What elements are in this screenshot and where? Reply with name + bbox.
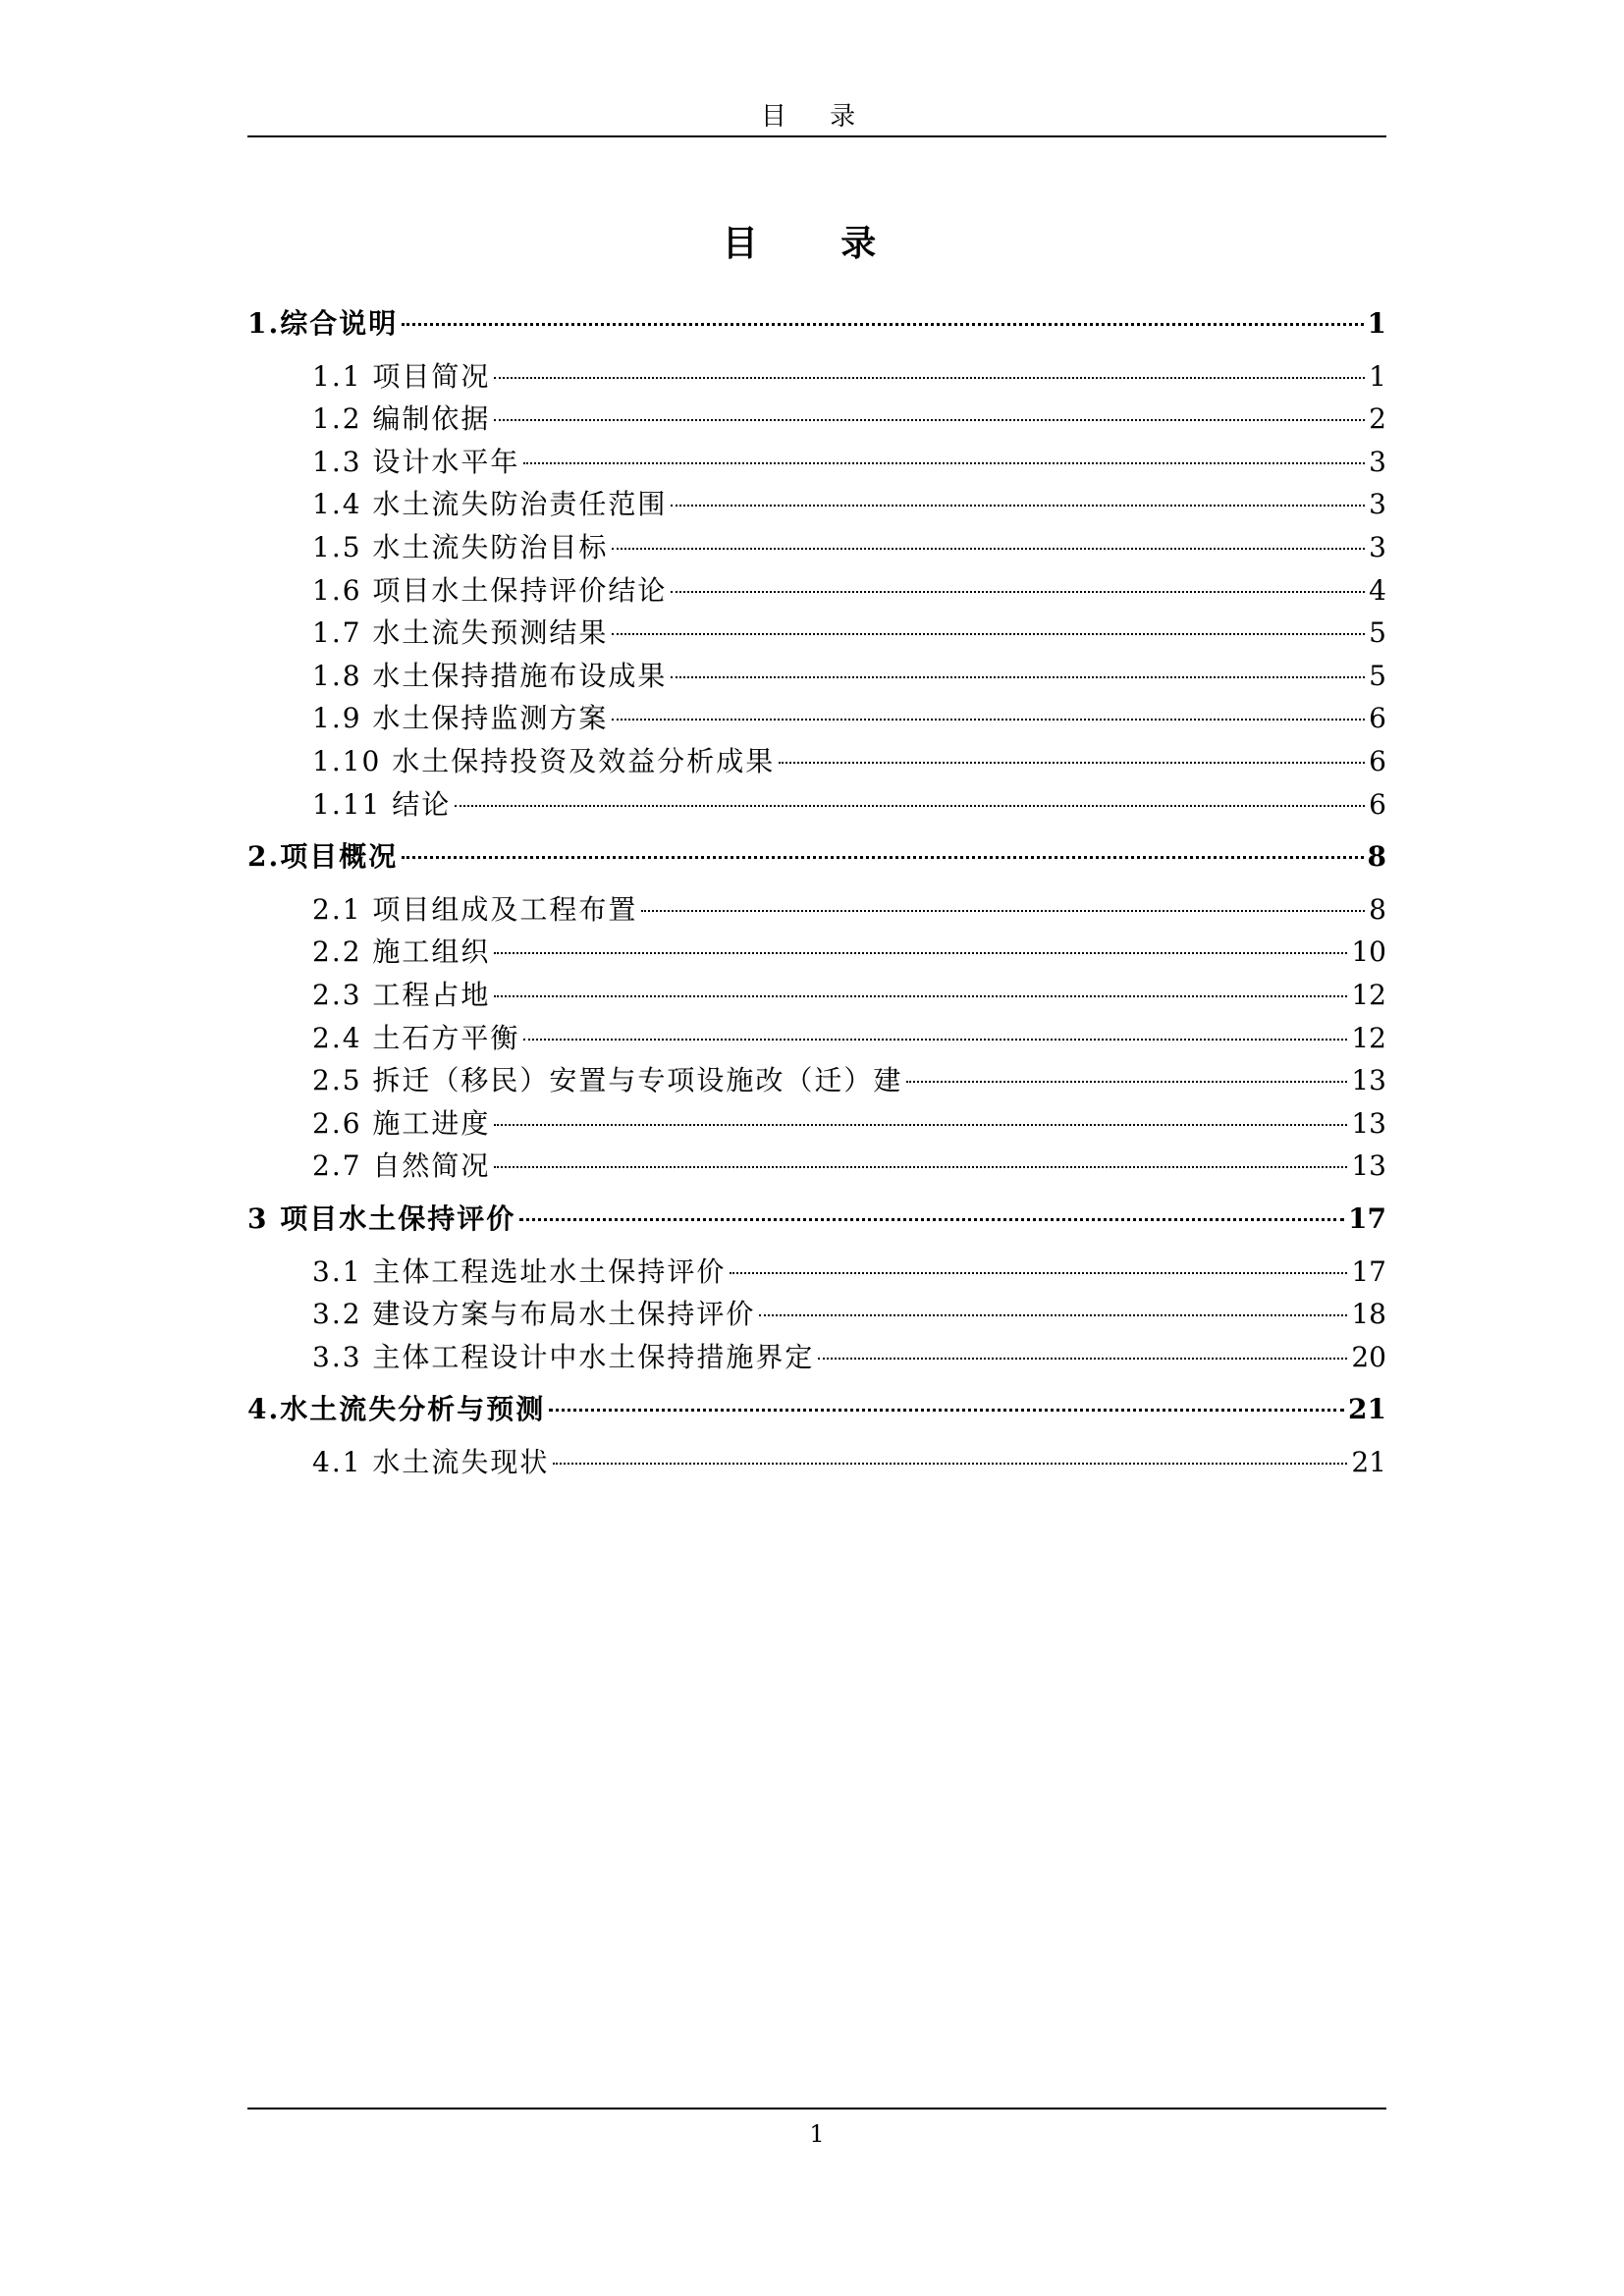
toc-dot-leader [494, 995, 1347, 997]
toc-section-entry[interactable] [312, 1019, 1386, 1058]
toc-entry-title: 2.7 自然简况 [312, 1149, 491, 1183]
toc-entry-title: 1.5 水土流失防治目标 [312, 531, 609, 563]
toc-dot-leader [671, 505, 1365, 507]
toc-section-entry[interactable] [312, 1253, 1386, 1292]
toc-entry-title: 3.1 主体工程选址水土保持评价 [312, 1255, 727, 1288]
toc-entry-title: 3 项目水土保持评价 [247, 1202, 516, 1235]
running-header: 目 录 [760, 102, 874, 132]
toc-section-entry[interactable] [312, 1061, 1386, 1100]
toc-entry-title: 2.2 施工组织 [312, 935, 491, 969]
toc-page-number: 12 [1351, 1021, 1386, 1054]
toc-entry-title: 1.1 项目简况 [312, 359, 491, 393]
toc-page-number: 10 [1351, 935, 1386, 969]
toc-page-number: 6 [1369, 745, 1386, 777]
toc-dot-leader [402, 856, 1363, 859]
toc-dot-leader [494, 1124, 1347, 1126]
toc-chapter-entry[interactable] [247, 1200, 1386, 1239]
page-number: 1 [809, 2120, 825, 2148]
toc-section-entry[interactable] [312, 443, 1386, 482]
toc-page-number: 8 [1369, 892, 1386, 926]
toc-dot-leader [519, 1218, 1344, 1221]
toc-entry-title: 1.6 项目水土保持评价结论 [312, 573, 668, 607]
toc-page-number: 13 [1351, 1064, 1386, 1097]
toc-dot-leader [494, 1166, 1347, 1168]
toc-dot-leader [759, 1314, 1347, 1316]
toc-page-number: 3 [1369, 488, 1386, 521]
toc-entry-title: 2.6 施工进度 [312, 1106, 491, 1140]
toc-section-entry[interactable] [312, 357, 1386, 397]
toc-section-entry[interactable] [312, 890, 1386, 930]
toc-page-number: 20 [1351, 1340, 1386, 1373]
toc-page-number: 1 [1367, 307, 1386, 340]
toc-dot-leader [402, 323, 1363, 326]
toc-dot-leader [455, 805, 1365, 807]
toc-page-number: 5 [1369, 659, 1386, 692]
toc-dot-leader [494, 952, 1347, 954]
toc-page-number: 6 [1369, 787, 1386, 821]
toc-page-number: 21 [1351, 1446, 1386, 1478]
toc-page-number: 13 [1351, 1106, 1386, 1140]
toc-chapter-entry[interactable] [247, 837, 1386, 877]
toc-entry-title: 1.综合说明 [247, 307, 399, 340]
toc-page-number: 1 [1369, 359, 1386, 393]
toc-page-number: 17 [1351, 1255, 1386, 1288]
toc-page-number: 21 [1348, 1393, 1386, 1426]
toc-page-number: 3 [1369, 445, 1386, 478]
toc-page-number: 13 [1351, 1149, 1386, 1183]
toc-dot-leader [779, 762, 1365, 764]
toc-page-number: 8 [1367, 840, 1386, 874]
toc-page-number: 6 [1369, 702, 1386, 735]
toc-entry-title: 2.4 土石方平衡 [312, 1021, 520, 1054]
toc-section-entry[interactable] [312, 614, 1386, 653]
toc-chapter-entry[interactable] [247, 1390, 1386, 1429]
toc-entry-title: 2.1 项目组成及工程布置 [312, 892, 638, 926]
toc-dot-leader [494, 377, 1365, 379]
toc-page-number: 3 [1369, 531, 1386, 563]
toc-dot-leader [523, 1039, 1347, 1041]
toc-entry-title: 1.7 水土流失预测结果 [312, 616, 609, 650]
toc-section-entry[interactable] [312, 785, 1386, 825]
toc-page-number: 12 [1351, 979, 1386, 1011]
toc-dot-leader [612, 633, 1365, 635]
toc-dot-leader [612, 548, 1365, 550]
toc-page-number: 4 [1369, 573, 1386, 607]
toc-entry-title: 1.8 水土保持措施布设成果 [312, 659, 668, 692]
toc-page-number: 17 [1348, 1202, 1386, 1235]
toc-section-entry[interactable] [312, 1147, 1386, 1186]
toc-section-entry[interactable] [312, 742, 1386, 781]
toc-entry-title: 2.5 拆迁（移民）安置与专项设施改（迁）建 [312, 1064, 903, 1097]
toc-page-number: 5 [1369, 616, 1386, 650]
toc-dot-leader [553, 1463, 1347, 1465]
toc-dot-leader [549, 1409, 1344, 1412]
toc-section-entry[interactable] [312, 400, 1386, 439]
toc-section-entry[interactable] [312, 1443, 1386, 1482]
toc-entry-title: 2.3 工程占地 [312, 979, 491, 1011]
toc-section-entry[interactable] [312, 1104, 1386, 1144]
toc-entry-title: 4.水土流失分析与预测 [247, 1393, 546, 1426]
header-divider [247, 135, 1386, 137]
toc-entry-title: 1.10 水土保持投资及效益分析成果 [312, 745, 776, 777]
toc-entry-title: 3.2 建设方案与布局水土保持评价 [312, 1298, 756, 1331]
toc-entry-title: 1.11 结论 [312, 787, 452, 821]
toc-dot-leader [730, 1272, 1347, 1274]
toc-section-entry[interactable] [312, 699, 1386, 738]
toc-dot-leader [641, 910, 1365, 912]
footer-divider [247, 2108, 1386, 2109]
toc-entry-title: 1.4 水土流失防治责任范围 [312, 488, 668, 521]
toc-section-entry[interactable] [312, 933, 1386, 972]
toc-dot-leader [818, 1358, 1347, 1360]
toc-title: 目 录 [722, 223, 912, 264]
toc-section-entry[interactable] [312, 485, 1386, 524]
toc-section-entry[interactable] [312, 1338, 1386, 1377]
toc-entry-title: 1.9 水土保持监测方案 [312, 702, 609, 735]
toc-entry-title: 1.2 编制依据 [312, 402, 491, 436]
toc-dot-leader [494, 419, 1365, 421]
toc-entry-title: 3.3 主体工程设计中水土保持措施界定 [312, 1340, 815, 1373]
toc-dot-leader [671, 676, 1365, 678]
toc-entry-title: 1.3 设计水平年 [312, 445, 520, 478]
toc-section-entry[interactable] [312, 571, 1386, 611]
toc-dot-leader [671, 591, 1365, 593]
toc-entry-title: 2.项目概况 [247, 840, 399, 874]
toc-dot-leader [906, 1081, 1347, 1083]
toc-dot-leader [523, 462, 1365, 464]
toc-section-entry[interactable] [312, 528, 1386, 567]
toc-dot-leader [612, 719, 1365, 721]
toc-section-entry[interactable] [312, 657, 1386, 696]
toc-section-entry[interactable] [312, 976, 1386, 1015]
toc-page-number: 2 [1369, 402, 1386, 436]
toc-section-entry[interactable] [312, 1295, 1386, 1334]
toc-chapter-entry[interactable] [247, 304, 1386, 344]
toc-page-number: 18 [1351, 1298, 1386, 1331]
toc-entry-title: 4.1 水土流失现状 [312, 1446, 550, 1478]
